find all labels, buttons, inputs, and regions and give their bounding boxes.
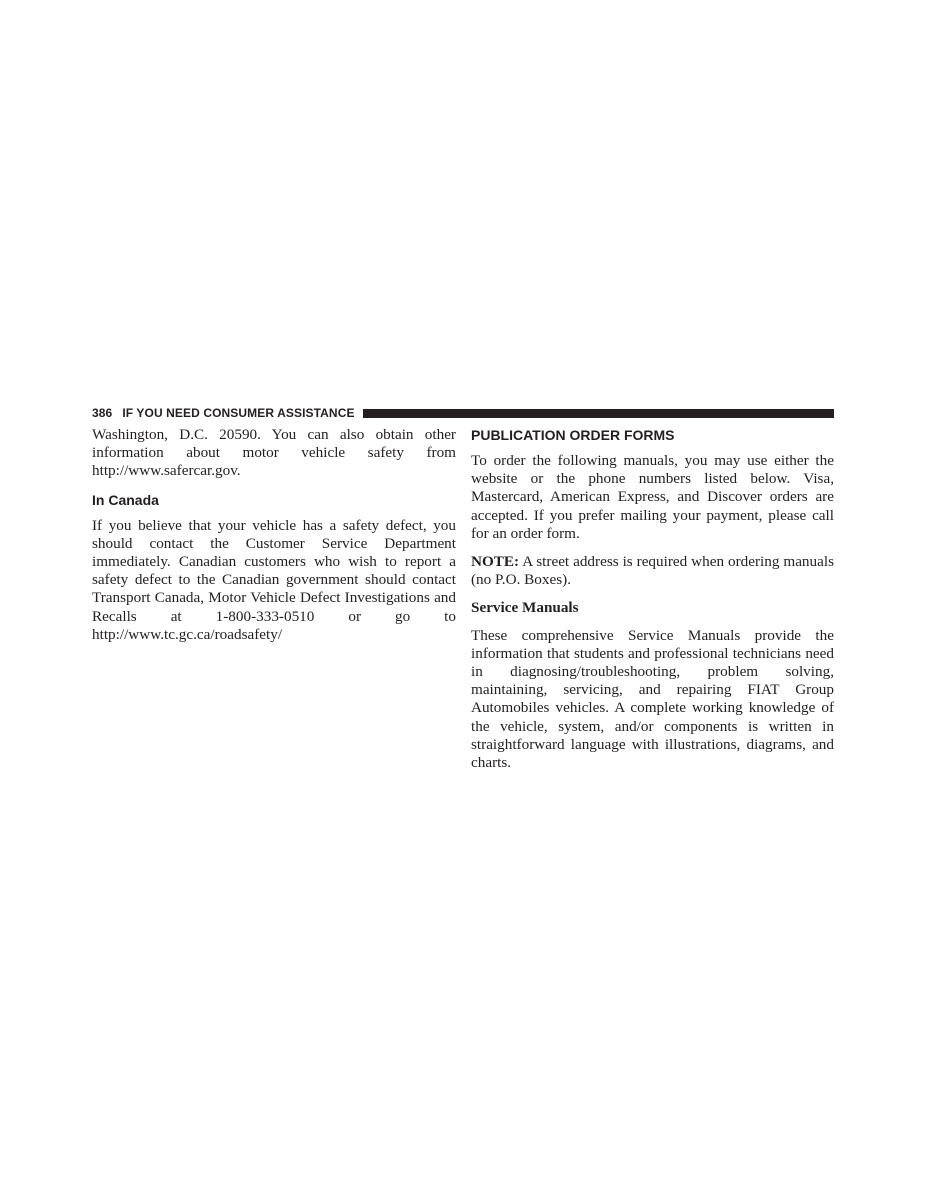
publication-heading: PUBLICATION ORDER FORMS xyxy=(471,427,675,443)
note-text: A street address is required when ordering manuals (no P.O. Boxes). xyxy=(471,553,834,589)
note-paragraph xyxy=(471,553,834,589)
page-header xyxy=(92,405,834,421)
header-rule xyxy=(363,409,834,418)
left-column xyxy=(92,426,456,654)
canada-paragraph: If you believe that your vehicle has a safety defect, you should contact the Customer Service Department immediately. Canadian customers who wish to report a safety defect to the Canadian government should contact Transport Canada, Motor Vehicle Defect Investigations and Recalls at 1-800-333-0510 or go to http://www.tc.gc.ca/roadsafety/ xyxy=(92,516,456,643)
publication-paragraph: To order the following manuals, you may use either the website or the phone numbers listed below. Visa, Mastercard, American Express, and Discover orders are accepted. If you prefer mailing your payment, please call for an order form. xyxy=(471,452,834,542)
service-manuals-paragraph: These comprehensive Service Manuals provide the information that students and professional technicians need in diagnosing/troubleshooting, problem solving, maintaining, servicing, and repairing FIAT Group Automobiles vehicles. A complete working knowledge of the vehicle, system, and/or components is written in straightforward language with illustrations, diagrams, and charts. xyxy=(471,626,834,772)
canada-heading: In Canada xyxy=(92,491,159,508)
service-manuals-heading: Service Manuals xyxy=(471,599,579,617)
section-title: IF YOU NEED CONSUMER ASSISTANCE xyxy=(122,406,355,420)
right-column xyxy=(471,426,834,782)
continuation-paragraph: Washington, D.C. 20590. You can also obtain other information about motor vehicle safety from http://www.safercar.gov. xyxy=(92,426,456,480)
page-number: 386 xyxy=(92,406,113,420)
note-label: NOTE: xyxy=(471,553,520,571)
